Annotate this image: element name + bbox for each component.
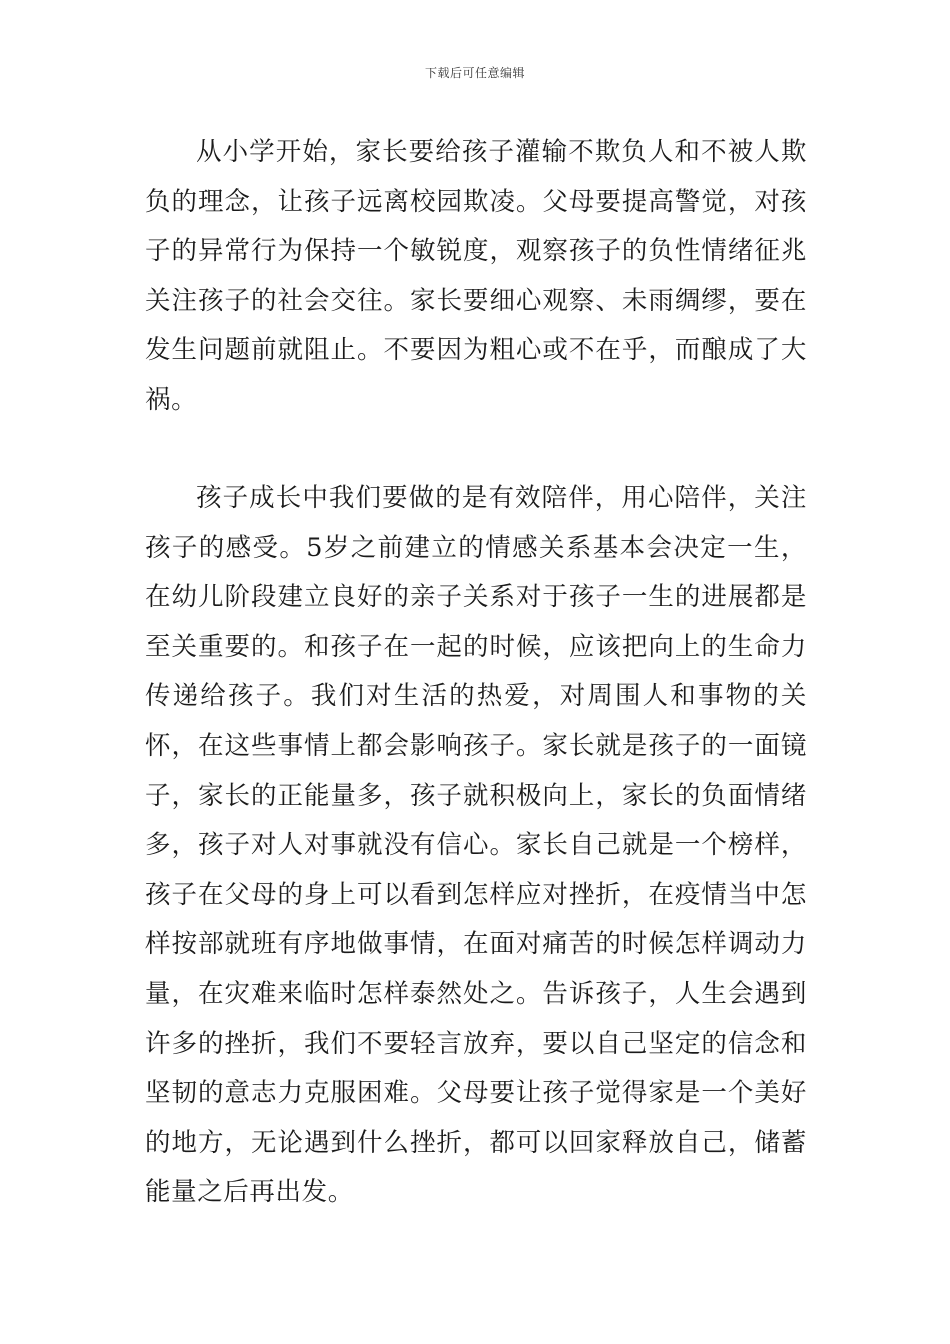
paragraph-1: 从小学开始，家长要给孩子灌输不欺负人和不被人欺负的理念，让孩子远离校园欺凌。父母要提高警觉，对孩子的异常行为保持一个敏锐度，观察孩子的负性情绪征兆关注孩子的社会交往。家长要细心观察、未雨绸缪，要在发生问题前就阻止。不要因为粗心或不在乎，而酿成了大祸。 [145, 137, 807, 415]
paragraph-2: 孩子成长中我们要做的是有效陪伴，用心陪伴，关注孩子的感受。5岁之前建立的情感关系基本会决定一生，在幼儿阶段建立良好的亲子关系对于孩子一生的进展都是至关重要的。和孩子在一起的时候，应该把向上的生命力传递给孩子。我们对生活的热爱，对周围人和事物的关怀，在这些事情上都会影响孩子。家长就是孩子的一面镜子，家长的正能量多，孩子就积极向上，家长的负面情绪多，孩子对人对事就没有信心。家长自己就是一个榜样，孩子在父母的身上可以看到怎样应对挫折，在疫情当中怎样按部就班有序地做事情，在面对痛苦的时候怎样调动力量，在灾难来临时怎样泰然处之。告诉孩子，人生会遇到许多的挫折，我们不要轻言放弃，要以自己坚定的信念和坚韧的意志力克服困难。父母要让孩子觉得家是一个美好的地方，无论遇到什么挫折，都可以回家释放自己，储蓄能量之后再出发。 [145, 483, 807, 1208]
page-header-note: 下载后可任意编辑 [424, 66, 525, 80]
